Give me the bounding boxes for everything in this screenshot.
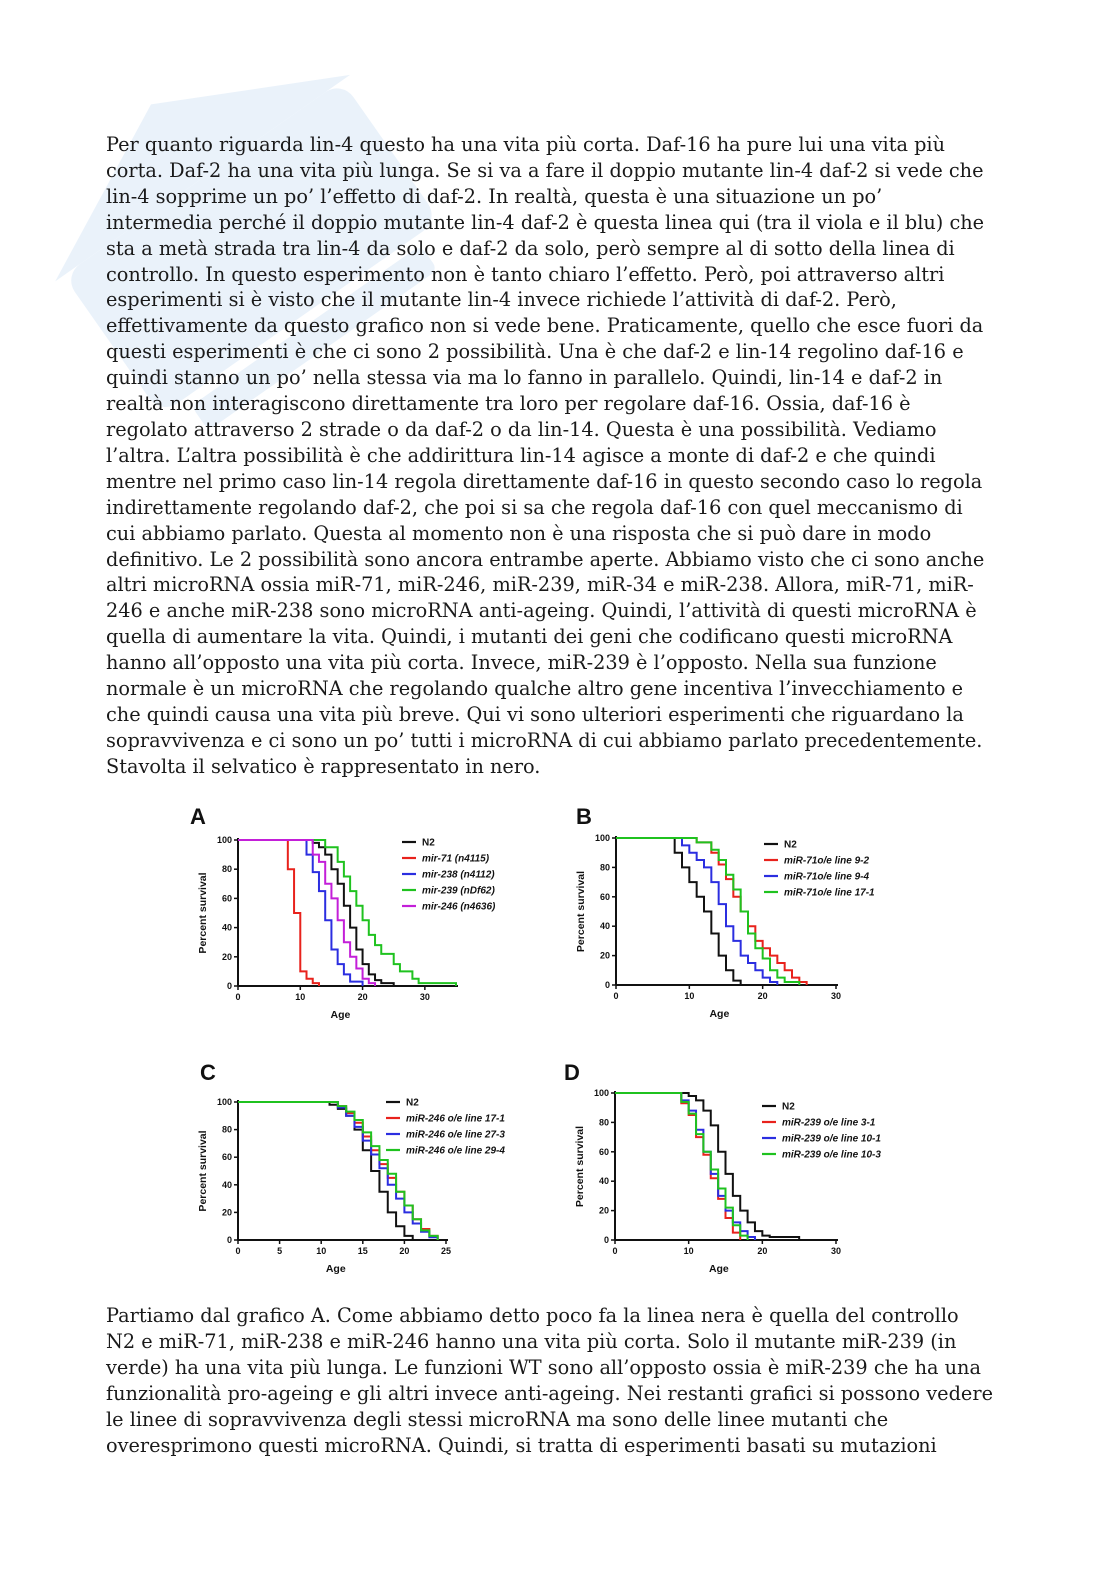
text-line: effettivamente da questo grafico non si vede bene. Praticamente, quello che esce fuori da bbox=[106, 314, 984, 338]
legend-label: miR-71o/e line 17-1 bbox=[784, 887, 875, 899]
y-tick-label: 20 bbox=[221, 951, 232, 962]
x-tick-label: 5 bbox=[277, 1246, 283, 1256]
legend-label: miR-246 o/e line 17-1 bbox=[406, 1113, 505, 1125]
x-tick-label: 20 bbox=[399, 1246, 410, 1256]
y-tick-label: 80 bbox=[598, 1117, 609, 1128]
y-tick-label: 100 bbox=[594, 833, 610, 843]
panel-letter: C bbox=[200, 1060, 216, 1085]
y-tick-label: 80 bbox=[599, 862, 610, 873]
text-line: intermedia perché il doppio mutante lin-4 daf-2 è questa linea qui (tra il viola e il blu) che bbox=[106, 210, 985, 234]
legend-label: mir-71 (n4115) bbox=[422, 853, 490, 865]
legend-label: mir-239 (nDf62) bbox=[422, 885, 495, 897]
x-axis-label: Age bbox=[330, 1009, 351, 1021]
text-line: altri microRNA ossia miR-71, miR-246, miR-239, miR-34 e miR-238. Allora, miR-71, miR- bbox=[106, 573, 974, 597]
y-tick-label: 40 bbox=[221, 922, 232, 933]
text-line: funzionalità pro-ageing e gli altri invece anti-ageing. Nei restanti grafici si possono vedere bbox=[106, 1381, 993, 1405]
panel-letter: B bbox=[576, 804, 592, 829]
text-line: che quindi causa una vita più breve. Qui vi sono ulteriori esperimenti che riguardano la bbox=[106, 702, 964, 726]
panel-letter: D bbox=[564, 1060, 580, 1085]
text-line: esperimenti si è visto che il mutante lin-4 invece richiede l’attività di daf-2. Però, bbox=[106, 288, 897, 312]
series-line-0 bbox=[615, 1093, 799, 1240]
y-tick-label: 40 bbox=[599, 921, 610, 932]
text-line: sta a metà strada tra lin-4 da solo e daf-2 da solo, però sempre al di sotto della linea di bbox=[106, 236, 955, 260]
y-tick-label: 60 bbox=[221, 893, 232, 904]
x-tick-label: 25 bbox=[440, 1246, 452, 1256]
y-tick-label: 100 bbox=[593, 1088, 609, 1098]
text-line: overesprimono questi microRNA. Quindi, si tratta di esperimenti basati su mutazioni bbox=[106, 1433, 937, 1457]
y-axis-label: Percent survival bbox=[197, 1130, 209, 1212]
text-line: verde) ha una vita più lunga. Le funzioni WT sono all’opposto ossia è miR-239 che ha una bbox=[106, 1355, 981, 1379]
text-line: regolato attraverso 2 strade o da daf-2 o da lin-14. Questa è una possibilità. Vediamo bbox=[106, 417, 937, 441]
x-tick-label: 10 bbox=[684, 991, 695, 1001]
legend-label: miR-239 o/e line 3-1 bbox=[782, 1117, 876, 1129]
legend-label: N2 bbox=[406, 1097, 419, 1109]
chart-panel-b bbox=[575, 804, 875, 1020]
text-line: N2 e miR-71, miR-238 e miR-246 hanno una vita più corta. Solo il mutante miR-239 (in bbox=[106, 1329, 957, 1353]
text-line: mentre nel primo caso lin-14 regola direttamente daf-16 in questo secondo caso lo regola bbox=[106, 469, 983, 493]
x-tick-label: 0 bbox=[235, 1246, 241, 1256]
x-tick-label: 10 bbox=[295, 992, 306, 1002]
y-tick-label: 20 bbox=[221, 1207, 232, 1218]
y-tick-label: 60 bbox=[598, 1146, 609, 1157]
legend-label: miR-239 o/e line 10-3 bbox=[782, 1149, 881, 1161]
x-axis-label: Age bbox=[709, 1008, 730, 1020]
y-axis-label: Percent survival bbox=[574, 1125, 586, 1208]
y-tick-label: 40 bbox=[221, 1179, 232, 1190]
x-tick-label: 10 bbox=[683, 1246, 694, 1256]
y-axis-label: Percent survival bbox=[197, 872, 209, 954]
y-axis-label: Percent survival bbox=[575, 870, 587, 953]
text-line: Stavolta il selvatico è rappresentato in nero. bbox=[106, 754, 541, 778]
x-tick-label: 20 bbox=[357, 992, 368, 1002]
x-tick-label: 0 bbox=[235, 992, 241, 1002]
text-line: realtà non interagiscono direttamente tra loro per regolare daf-16. Ossia, daf-16 è bbox=[106, 392, 911, 416]
series-line-0 bbox=[238, 840, 394, 986]
y-tick-label: 100 bbox=[216, 1097, 232, 1107]
series-line-1 bbox=[615, 1093, 740, 1240]
y-tick-label: 0 bbox=[604, 980, 610, 990]
chart-panel-a bbox=[190, 804, 496, 1021]
survival-figure bbox=[190, 800, 930, 1280]
text-line: quella di aumentare la vita. Quindi, i mutanti dei geni che codificano questi microRNA bbox=[106, 625, 953, 649]
text-line: controllo. In questo esperimento non è tanto chiaro l’effetto. Però, poi attraverso altri bbox=[106, 262, 945, 286]
legend-label: miR-246 o/e line 29-4 bbox=[406, 1145, 505, 1157]
text-line: normale è un microRNA che regolando qualche altro gene incentiva l’invecchiamento e bbox=[106, 677, 964, 701]
series-line-4 bbox=[238, 840, 375, 986]
x-tick-label: 20 bbox=[757, 991, 768, 1001]
series-line-2 bbox=[615, 1093, 755, 1240]
y-tick-label: 20 bbox=[598, 1205, 609, 1216]
text-line: quindi stanno un po’ nella stessa via ma lo fanno in parallelo. Quindi, lin-14 e daf-2 in bbox=[106, 366, 943, 390]
series-line-0 bbox=[238, 1102, 413, 1240]
panel-letter: A bbox=[190, 804, 206, 829]
legend-label: N2 bbox=[784, 839, 797, 851]
chart-panel-d bbox=[564, 1060, 881, 1275]
legend-label: N2 bbox=[782, 1101, 795, 1113]
body-paragraph-1 bbox=[106, 132, 1006, 780]
text-line: l’altra. L’altra possibilità è che addirittura lin-14 agisce a monte di daf-2 e che quindi bbox=[106, 443, 936, 467]
text-line: 246 e anche miR-238 sono microRNA anti-ageing. Quindi, l’attività di questi microRNA è bbox=[106, 599, 977, 623]
text-line: cui abbiamo parlato. Questa al momento non è una risposta che si può dare in modo bbox=[106, 521, 932, 545]
x-tick-label: 30 bbox=[830, 991, 842, 1001]
text-line: indirettamente regolando daf-2, che poi si sa che regola daf-16 con quel meccanismo di bbox=[106, 495, 963, 519]
text-line: le linee di sopravvivenza degli stessi microRNA ma sono delle linee mutanti che bbox=[106, 1407, 889, 1431]
x-tick-label: 0 bbox=[612, 1246, 618, 1256]
y-tick-label: 100 bbox=[216, 835, 232, 845]
legend-label: mir-238 (n4112) bbox=[422, 869, 495, 881]
text-line: Partiamo dal grafico A. Come abbiamo detto poco fa la linea nera è quella del controllo bbox=[106, 1304, 959, 1327]
text-line: definitivo. Le 2 possibilità sono ancora entrambe aperte. Abbiamo visto che ci sono anche bbox=[106, 547, 985, 571]
legend-label: miR-239 o/e line 10-1 bbox=[782, 1133, 881, 1145]
legend-label: miR-246 o/e line 27-3 bbox=[406, 1129, 505, 1141]
body-paragraph-2 bbox=[106, 1303, 1006, 1458]
text-line: sopravvivenza e ci sono un po’ tutti i microRNA di cui abbiamo parlato precedentemente. bbox=[106, 728, 983, 752]
series-line-2 bbox=[616, 838, 777, 985]
y-tick-label: 40 bbox=[598, 1176, 609, 1187]
x-tick-label: 30 bbox=[830, 1246, 842, 1256]
text-line: questi esperimenti è che ci sono 2 possibilità. Una è che daf-2 e lin-14 regolino daf-16 e bbox=[106, 340, 964, 364]
legend-label: mir-246 (n4636) bbox=[422, 901, 496, 913]
text-line: Per quanto riguarda lin-4 questo ha una vita più corta. Daf-16 ha pure lui una vita più bbox=[106, 133, 946, 156]
y-tick-label: 20 bbox=[599, 950, 610, 961]
y-tick-label: 80 bbox=[221, 1124, 232, 1135]
x-tick-label: 15 bbox=[357, 1246, 368, 1256]
legend-label: miR-71o/e line 9-2 bbox=[784, 855, 870, 867]
y-tick-label: 80 bbox=[221, 864, 232, 875]
x-tick-label: 0 bbox=[613, 991, 619, 1001]
y-tick-label: 60 bbox=[221, 1152, 232, 1163]
x-tick-label: 20 bbox=[757, 1246, 768, 1256]
y-tick-label: 0 bbox=[226, 1235, 232, 1245]
x-axis-label: Age bbox=[708, 1263, 729, 1275]
chart-panel-c bbox=[197, 1060, 505, 1275]
x-axis-label: Age bbox=[325, 1263, 346, 1275]
y-tick-label: 60 bbox=[599, 891, 610, 902]
text-line: hanno all’opposto una vita più corta. Invece, miR-239 è l’opposto. Nella sua funzione bbox=[106, 651, 937, 675]
text-line: corta. Daf-2 ha una vita più lunga. Se si va a fare il doppio mutante lin-4 daf-2 si vede che bbox=[106, 158, 984, 182]
x-tick-label: 10 bbox=[316, 1246, 327, 1256]
series-line-1 bbox=[238, 840, 319, 986]
legend-label: N2 bbox=[422, 837, 435, 849]
legend-label: miR-71o/e line 9-4 bbox=[784, 871, 870, 883]
y-tick-label: 0 bbox=[603, 1235, 609, 1245]
text-line: lin-4 sopprime un po’ l’effetto di daf-2. In realtà, questa è una situazione un po’ bbox=[106, 184, 883, 208]
x-tick-label: 30 bbox=[419, 992, 430, 1002]
y-tick-label: 0 bbox=[226, 981, 232, 991]
